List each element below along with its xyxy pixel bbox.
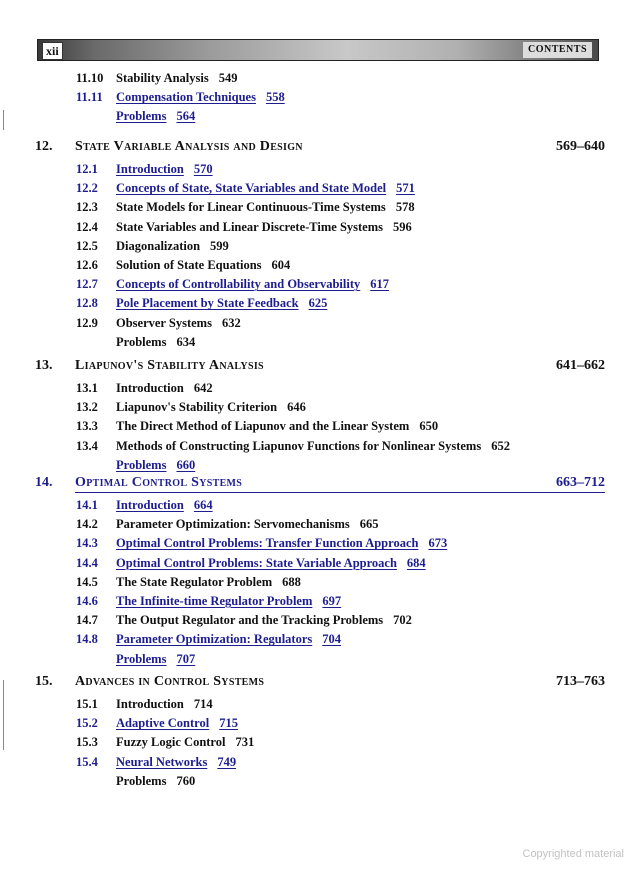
section-page: 549 [218, 71, 238, 85]
section-title: Concepts of State, State Variables and State Model [116, 181, 387, 196]
section-page: 558 [265, 90, 285, 105]
toc-entry [76, 516, 379, 533]
section-title: Observer Systems [116, 315, 212, 330]
problems-page: 660 [176, 457, 196, 472]
section-title: Methods of Constructing Liapunov Functions for Nonlinear Systems [116, 438, 482, 453]
section-page: 652 [491, 438, 510, 453]
section-number: 11.10 [76, 71, 104, 85]
section-number: 12.3 [76, 200, 98, 215]
section-number: 15.4 [76, 754, 98, 769]
section-number: 12.7 [76, 277, 98, 292]
page-number: xii [42, 42, 63, 60]
toc-entry [76, 438, 510, 455]
chapter-page-range: 569–640 [556, 139, 605, 154]
section-page: 715 [219, 716, 238, 731]
section-number: 14.5 [76, 574, 98, 589]
problems-entry [116, 334, 195, 351]
section-number: 12.6 [76, 258, 98, 272]
section-title: Introduction [116, 162, 184, 176]
section-title: Solution of State Equations [116, 258, 262, 272]
section-title: Fuzzy Logic Control [116, 735, 226, 750]
section-title: The Infinite-time Regulator Problem [116, 594, 313, 608]
toc-entry[interactable] [76, 161, 213, 178]
section-page: 578 [395, 200, 415, 215]
toc-entry [76, 734, 254, 751]
section-title: Liapunov's Stability Criterion [116, 400, 278, 415]
section-number: 15.1 [76, 697, 98, 711]
section-title: Stability Analysis [116, 71, 209, 85]
section-title: Optimal Control Problems: Transfer Function Approach [116, 536, 419, 551]
toc-entry[interactable] [76, 535, 447, 552]
section-page: 684 [406, 555, 426, 570]
toc-entry[interactable] [76, 497, 213, 514]
chapter-page-range: 641–662 [556, 358, 605, 373]
section-title: Adaptive Control [116, 716, 210, 731]
toc-entry [76, 574, 301, 591]
section-page: 646 [287, 400, 306, 415]
problems-label: Problems [116, 773, 167, 788]
toc-entry[interactable] [76, 89, 285, 106]
section-title: Parameter Optimization: Servomechanisms [116, 517, 350, 532]
section-page: 599 [210, 238, 229, 253]
running-header [37, 39, 599, 61]
section-number: 14.3 [76, 536, 98, 551]
chapter-page-range: 713–763 [556, 674, 605, 689]
chapter-number: 15. [35, 674, 53, 689]
section-title: Diagonalization [116, 238, 201, 253]
problems-label: Problems [116, 334, 167, 349]
problems-entry[interactable] [116, 108, 195, 125]
toc-entry[interactable] [76, 754, 236, 771]
toc-entry [76, 238, 229, 255]
chapter-title: Optimal Control Systems [75, 475, 243, 490]
section-page: 714 [193, 697, 213, 711]
toc-entry [76, 612, 412, 629]
problems-page: 564 [176, 109, 196, 124]
section-number: 12.2 [76, 181, 98, 196]
section-title: Introduction [116, 697, 184, 711]
section-number: 12.4 [76, 219, 98, 234]
toc-entry[interactable] [76, 631, 341, 648]
section-page: 749 [217, 754, 237, 769]
section-number: 14.6 [76, 594, 98, 608]
section-page: 702 [393, 613, 412, 628]
section-page: 617 [370, 277, 389, 292]
section-page: 704 [322, 632, 341, 647]
section-number: 12.9 [76, 315, 98, 330]
section-page: 665 [359, 517, 379, 532]
section-number: 11.11 [76, 90, 103, 105]
chapter-number: 14. [35, 475, 53, 490]
section-number: 14.8 [76, 632, 98, 647]
toc-entry[interactable] [76, 295, 327, 312]
toc-entry[interactable] [76, 180, 415, 197]
section-title: Introduction [116, 498, 184, 512]
section-number: 14.4 [76, 555, 98, 570]
toc-entry [76, 315, 241, 332]
problems-page: 634 [176, 334, 196, 349]
chapter-heading [35, 137, 605, 157]
chapter-title: Advances in Control Systems [75, 674, 265, 689]
chapter-heading [35, 356, 605, 376]
section-title: Optimal Control Problems: State Variable Approach [116, 555, 397, 570]
section-page: 650 [419, 419, 439, 434]
chapter-number: 13. [35, 358, 53, 373]
toc-entry[interactable] [76, 276, 389, 293]
problems-page: 707 [176, 651, 196, 666]
scan-margin-line [3, 680, 4, 750]
section-title: The Output Regulator and the Tracking Problems [116, 613, 384, 628]
section-page: 697 [322, 594, 342, 608]
section-number: 12.1 [76, 162, 98, 176]
section-number: 13.1 [76, 381, 98, 395]
chapter-heading[interactable] [35, 473, 605, 493]
problems-page: 760 [176, 773, 196, 788]
section-page: 731 [235, 735, 255, 750]
toc-entry [76, 418, 438, 435]
chapter-page-range: 663–712 [556, 475, 605, 490]
problems-label: Problems [116, 109, 167, 124]
section-title: State Variables and Linear Discrete-Time Systems [116, 219, 384, 234]
toc-entry[interactable] [76, 555, 426, 572]
section-number: 14.7 [76, 613, 98, 628]
section-number: 15.2 [76, 716, 98, 731]
toc-entry[interactable] [76, 593, 341, 610]
toc-entry [76, 70, 238, 87]
toc-entry [76, 399, 306, 416]
toc-entry[interactable] [76, 715, 238, 732]
toc-entry [76, 199, 415, 216]
problems-entry[interactable] [116, 651, 195, 668]
section-page: 571 [396, 181, 415, 196]
section-title: The Direct Method of Liapunov and the Linear System [116, 419, 410, 434]
section-page: 673 [428, 536, 448, 551]
section-page: 570 [193, 162, 213, 176]
section-title: The State Regulator Problem [116, 574, 273, 589]
section-number: 14.1 [76, 498, 98, 512]
section-title: State Models for Linear Continuous-Time Systems [116, 200, 386, 215]
section-number: 13.4 [76, 438, 98, 453]
section-title: Neural Networks [116, 754, 208, 769]
section-title: Introduction [116, 381, 184, 395]
toc-entry [76, 696, 213, 713]
section-page: 604 [271, 258, 291, 272]
section-page: 596 [393, 219, 412, 234]
section-number: 12.5 [76, 238, 98, 253]
header-title: CONTENTS [523, 42, 592, 58]
section-title: Compensation Techniques [116, 90, 256, 105]
problems-entry [116, 773, 195, 790]
section-title: Pole Placement by State Feedback [116, 296, 299, 311]
section-number: 15.3 [76, 735, 98, 750]
section-title: Concepts of Controllability and Observability [116, 277, 361, 292]
problems-entry[interactable] [116, 457, 195, 474]
toc-entry [76, 219, 412, 236]
section-page: 642 [193, 381, 213, 395]
section-number: 12.8 [76, 296, 98, 311]
chapter-number: 12. [35, 139, 53, 154]
chapter-heading [35, 672, 605, 692]
problems-label: Problems [116, 651, 167, 666]
scan-margin-line [3, 110, 4, 130]
link-underline [75, 492, 605, 493]
section-title: Parameter Optimization: Regulators [116, 632, 313, 647]
chapter-title: State Variable Analysis and Design [75, 139, 303, 154]
toc-entry [76, 257, 290, 274]
section-page: 688 [282, 574, 301, 589]
section-page: 625 [308, 296, 328, 311]
section-number: 13.2 [76, 400, 98, 415]
section-number: 14.2 [76, 517, 98, 532]
chapter-title: Liapunov's Stability Analysis [75, 358, 264, 373]
copyright-watermark: Copyrighted material [522, 848, 624, 860]
section-page: 664 [193, 498, 213, 512]
section-number: 13.3 [76, 419, 98, 434]
section-page: 632 [221, 315, 241, 330]
problems-label: Problems [116, 457, 167, 472]
toc-entry [76, 380, 213, 397]
